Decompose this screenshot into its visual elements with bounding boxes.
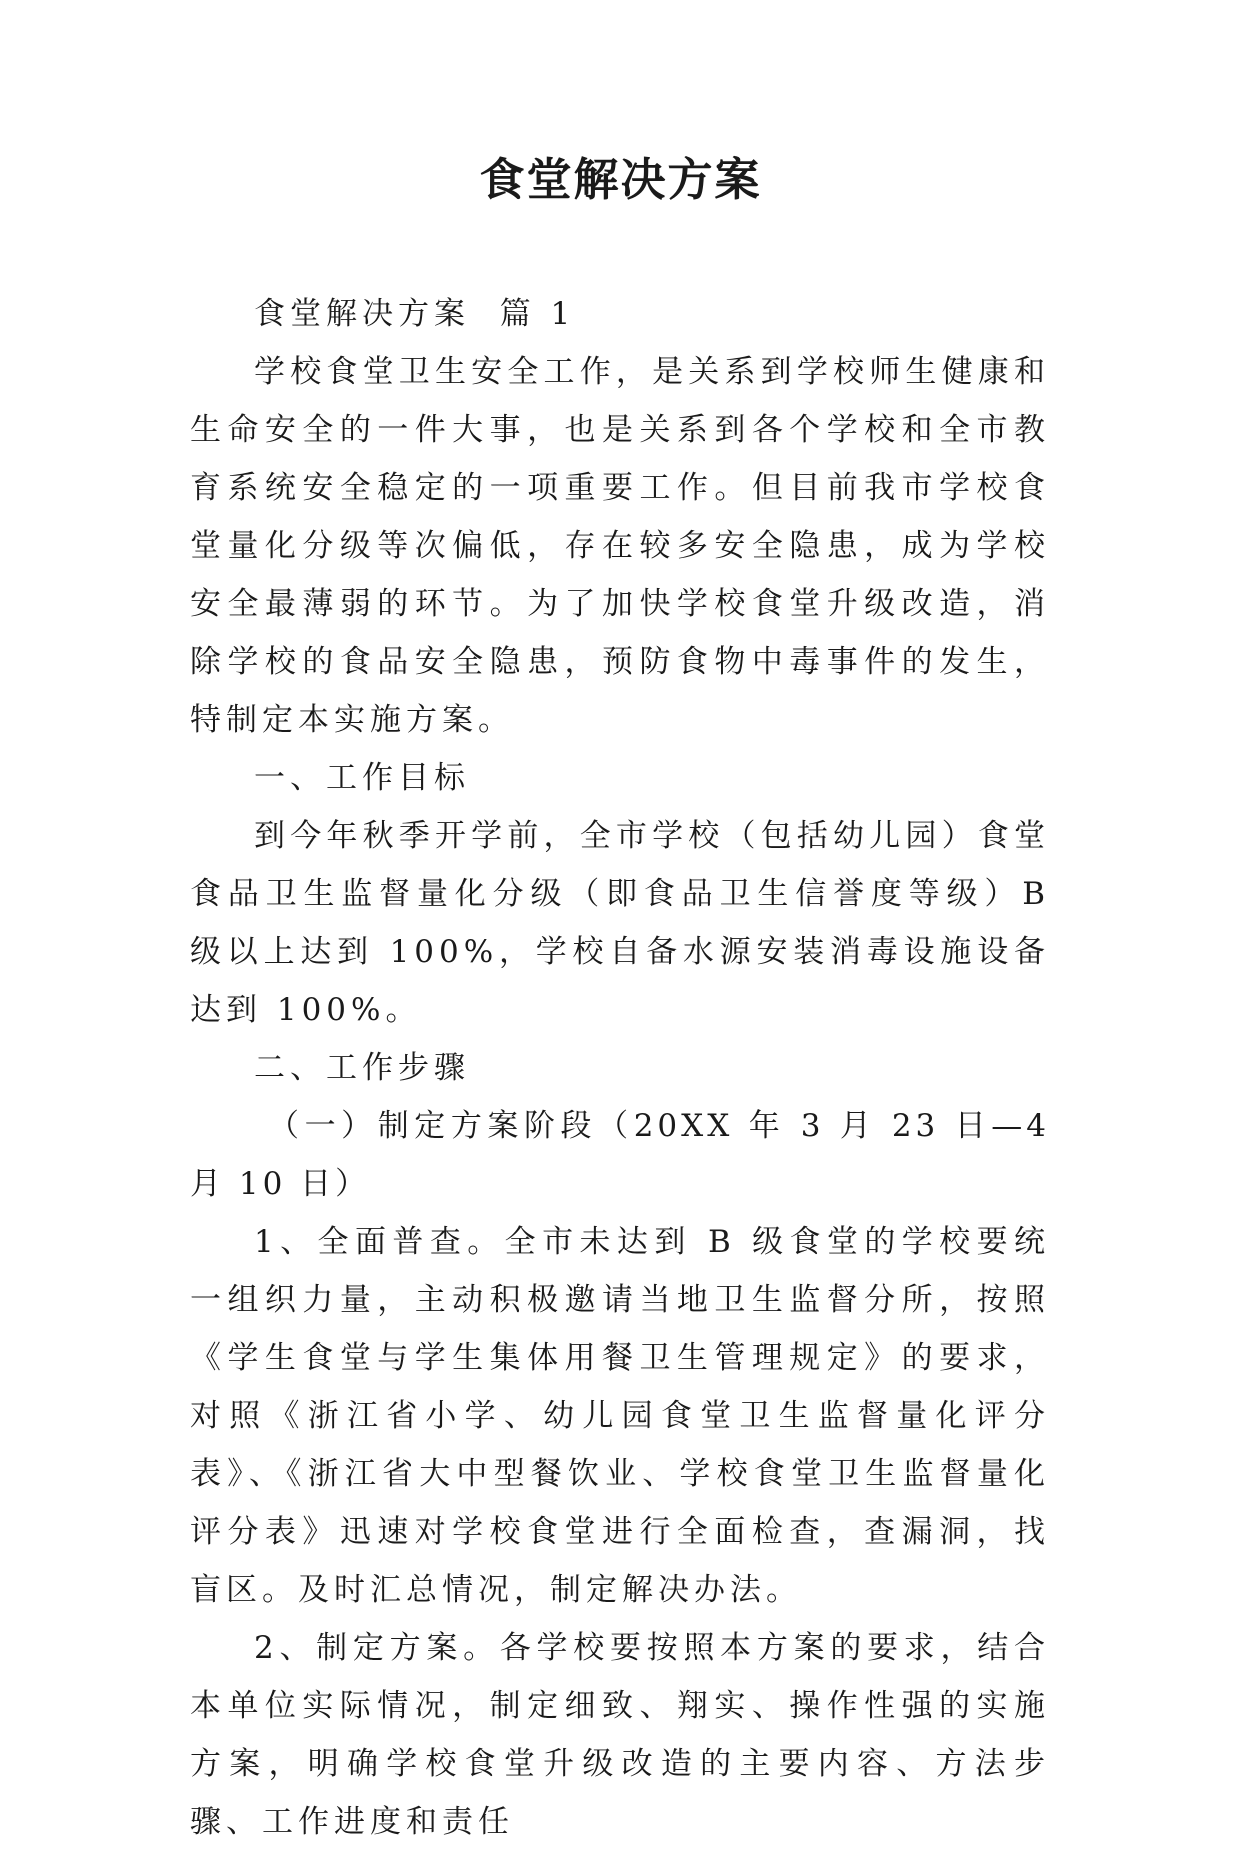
paragraph: 2、制定方案。各学校要按照本方案的要求，结合本单位实际情况，制定细致、翔实、操作性强的实施方案，明确学校食堂升级改造的主要内容、方法步骤、工作进度和责任 — [190, 1630, 1050, 1840]
subsection-heading: （一）制定方案阶段（20XX 年 3 月 23 日—4 月 10 日） — [190, 1108, 1050, 1202]
section-heading: 食堂解决方案 篇 1 — [254, 296, 576, 332]
document-body — [190, 285, 1050, 1851]
paragraph: 到今年秋季开学前，全市学校（包括幼儿园）食堂食品卫生监督量化分级（即食品卫生信誉度等级）B 级以上达到 100%，学校自备水源安装消毒设施设备达到 100%。 — [190, 818, 1050, 1028]
paragraph: 1、全面普查。全市未达到 B 级食堂的学校要统一组织力量，主动积极邀请当地卫生监督分所，按照《学生食堂与学生集体用餐卫生管理规定》的要求，对照《浙江省小学、幼儿园食堂卫生监督量化评分表》、《浙江省大中型餐饮业、学校食堂卫生监督量化评分表》迅速对学校食堂进行全面检查，查漏洞，找盲区。及时汇总情况，制定解决办法。 — [190, 1224, 1050, 1608]
section-heading: 一、工作目标 — [254, 760, 470, 796]
paragraph: 学校食堂卫生安全工作，是关系到学校师生健康和生命安全的一件大事，也是关系到各个学校和全市教育系统安全稳定的一项重要工作。但目前我市学校食堂量化分级等次偏低，存在较多安全隐患，成为学校安全最薄弱的环节。为了加快学校食堂升级改造，消除学校的食品安全隐患，预防食物中毒事件的发生，特制定本实施方案。 — [190, 354, 1050, 738]
document-title: 食堂解决方案 — [479, 153, 762, 206]
section-heading: 二、工作步骤 — [254, 1050, 470, 1086]
